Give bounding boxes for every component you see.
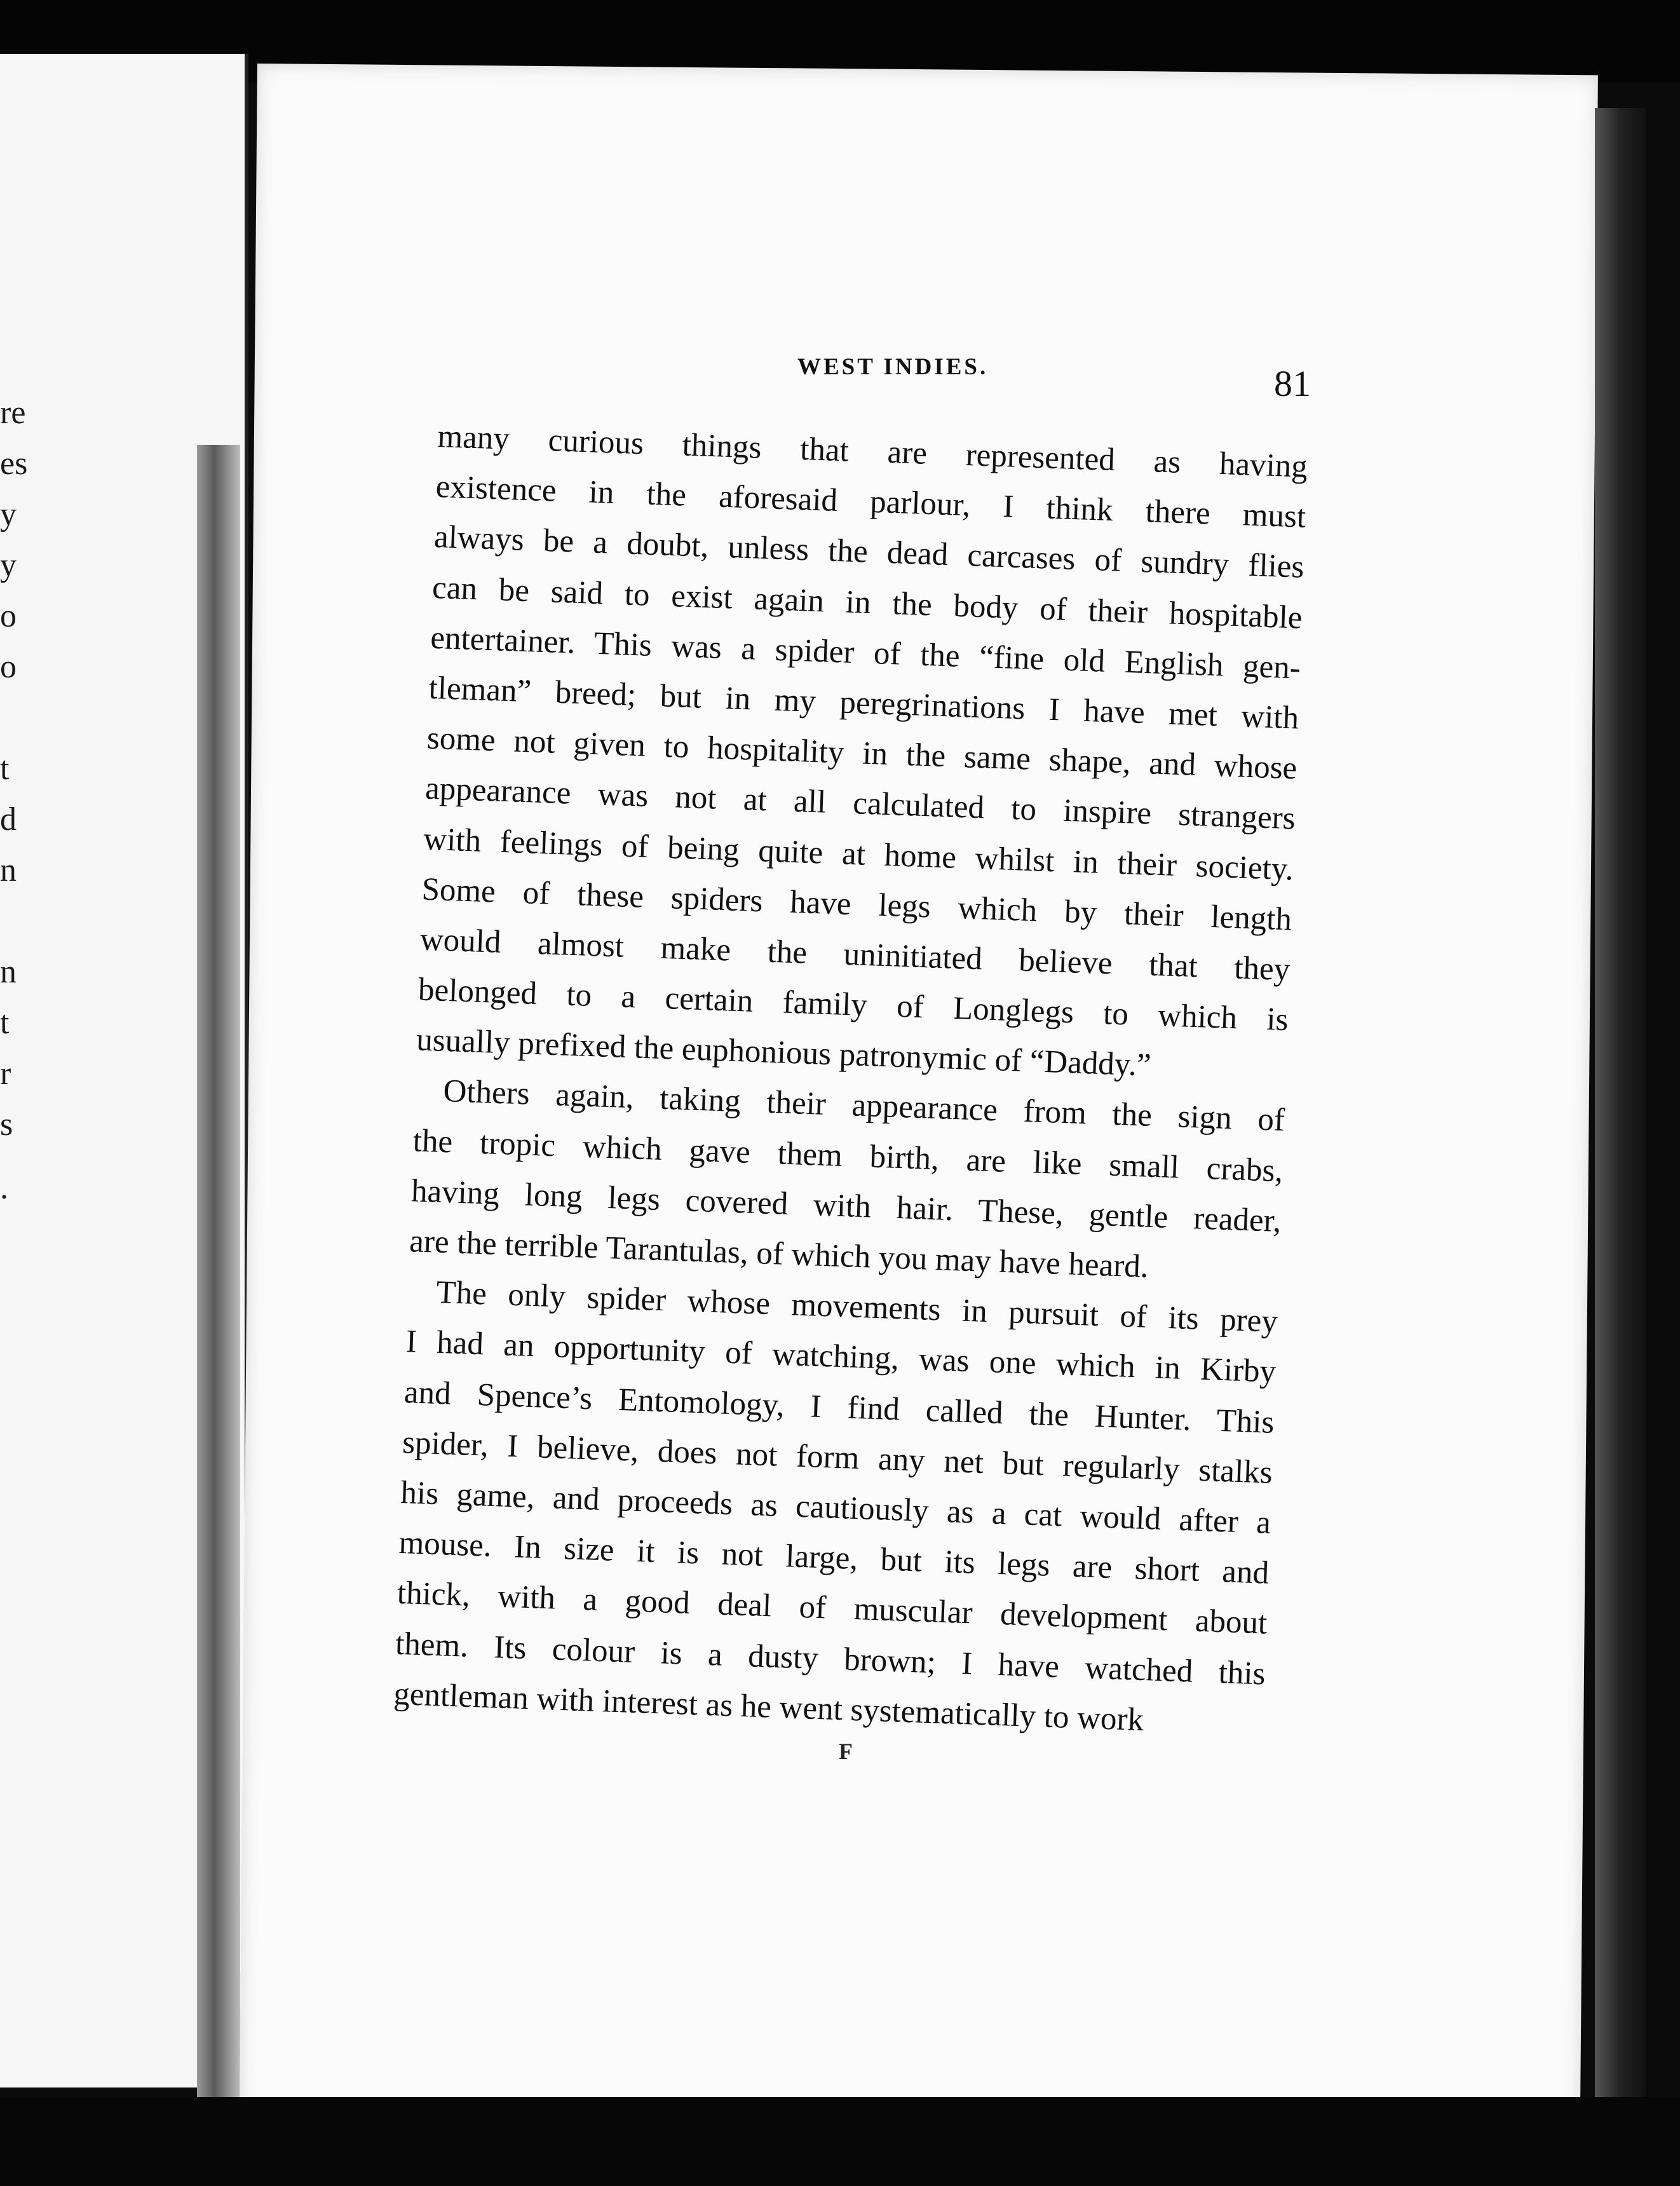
text-line: his game, and proceeds as cautiously as a cat would after a: [400, 1474, 1271, 1541]
text-line: spider, I believe, does not form any net but regularly stalks: [402, 1424, 1273, 1491]
left-page-edge: [197, 445, 240, 2097]
left-page-fragment: .: [0, 1170, 8, 1206]
text-line: existence in the aforesaid parlour, I think there must: [435, 469, 1307, 535]
text-line: Others again, taking their appearance from the sign of: [442, 1073, 1285, 1139]
text-line: mouse. In size it is not large, but its legs are short and: [398, 1525, 1270, 1591]
text-line: the tropic which gave them birth, are like small crabs,: [412, 1122, 1284, 1189]
text-line: tleman” breed; but in my peregrinations I have met with: [428, 670, 1299, 737]
left-page-fragment: t: [0, 750, 10, 787]
text-line: gentleman with interest as he went systematically to work: [393, 1676, 1145, 1738]
text-line: entertainer. This was a spider of the “fine old English gen-: [430, 620, 1301, 686]
text-line: would almost make the uninitiated believe that they: [419, 921, 1291, 988]
left-page-fragment: o: [0, 649, 17, 685]
running-header: WEST INDIES.: [797, 354, 989, 380]
right-page-edge: [1595, 108, 1646, 2110]
text-line: belonged to a certain family of Longlegs to which is: [417, 972, 1289, 1038]
left-page-fragment: es: [0, 445, 28, 482]
text-line: I had an opportunity of watching, was one which in Kirby: [405, 1324, 1277, 1390]
text-line: many curious things that are represented as having: [437, 418, 1308, 485]
text-line: with feelings of being quite at home whilst in their society.: [423, 821, 1294, 887]
text-line: having long legs covered with hair. These, gentle reader,: [410, 1173, 1282, 1239]
text-line: Some of these spiders have legs which by their length: [421, 871, 1292, 938]
text-line: appearance was not at all calculated to inspire strangers: [424, 770, 1296, 837]
signature-mark: F: [839, 1739, 853, 1764]
text-line: thick, with a good deal of muscular development about: [396, 1575, 1268, 1641]
page-number: 81: [1274, 363, 1311, 404]
scan-border-bottom: [0, 2097, 1680, 2186]
body-text: [393, 412, 1308, 1749]
left-page-fragment: n: [0, 954, 17, 990]
text-line: them. Its colour is a dusty brown; I have watched this: [395, 1626, 1266, 1692]
text-line: are the terrible Tarantulas, of which you may have heard.: [409, 1223, 1149, 1285]
left-page-fragment: n: [0, 852, 17, 888]
text-line: The only spider whose movements in pursuit of its prey: [435, 1274, 1278, 1340]
text-line: and Spence’s Entomology, I find called the Hunter. This: [403, 1374, 1275, 1441]
left-page-fragment: o: [0, 598, 17, 634]
left-page-fragment: d: [0, 801, 17, 838]
text-line: usually prefixed the euphonious patronymic of “Daddy.”: [416, 1022, 1152, 1083]
text-line: some not given to hospitality in the same shape, and whose: [426, 720, 1298, 787]
text-line: can be said to exist again in the body of their hospitable: [431, 569, 1303, 636]
left-page-fragment: re: [0, 395, 26, 431]
left-page-fragment: s: [0, 1106, 13, 1143]
left-page-fragment: t: [0, 1005, 10, 1041]
left-page-fragment: y: [0, 547, 17, 583]
left-page-fragment: y: [0, 496, 17, 533]
text-line: always be a doubt, unless the dead carcases of sundry flies: [433, 519, 1305, 586]
left-page-fragment: r: [0, 1056, 11, 1092]
